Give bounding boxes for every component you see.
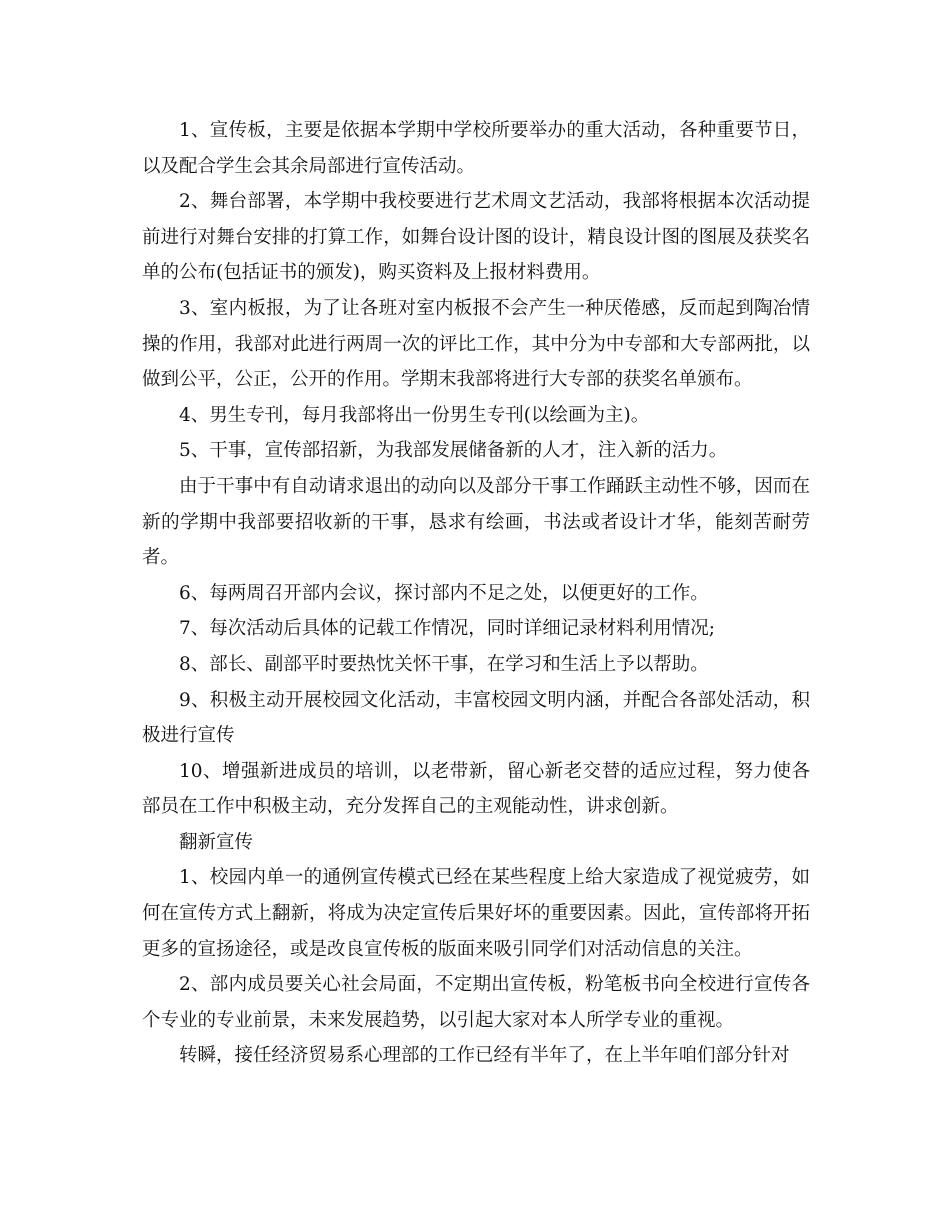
paragraph-1: 1、宣传板，主要是依据本学期中学校所要举办的重大活动，各种重要节日，以及配合学生会其余局部进行宣传活动。 <box>142 120 810 177</box>
paragraph-5: 5、干事，宣传部招新，为我部发展储备新的人才，注入新的活力。 <box>179 440 728 462</box>
paragraph-3: 3、室内板报，为了让各班对室内板报不会产生一种厌倦感，反而起到陶冶情操的作用，我部对此进行两周一次的评比工作，其中分为中专部和大专部两批，以做到公平，公正，公开的作用。学期末我部将进行大专部的获奖名单颁布。 <box>142 297 810 391</box>
paragraph-9: 8、部长、副部平时要热忱关怀干事，在学习和生活上予以帮助。 <box>179 653 709 675</box>
paragraph-7: 6、每两周召开部内会议，探讨部内不足之处，以便更好的工作。 <box>179 582 709 604</box>
paragraph-4: 4、男生专刊，每月我部将出一份男生专刊(以绘画为主)。 <box>179 404 650 426</box>
paragraph-12: 1、校园内单一的通例宣传模式已经在某些程度上给大家造成了视觉疲劳，如何在宣传方式上翻新，将成为决定宣传后果好坏的重要因素。因此，宣传部将开拓更多的宣扬途径，或是改良宣传板的版面来吸引同学们对活动信息的关注。 <box>142 867 810 960</box>
paragraph-10: 9、积极主动开展校园文化活动，丰富校园文明内涵，并配合各部处活动，积极进行宣传 <box>142 689 810 747</box>
paragraph-11: 10、增强新进成员的培训，以老带新，留心新老交替的适应过程，努力使各部员在工作中积极主动，充分发挥自己的主观能动性，讲求创新。 <box>142 760 810 818</box>
section-heading: 翻新宣传 <box>179 831 254 853</box>
paragraph-2: 2、舞台部署，本学期中我校要进行艺术周文艺活动，我部将根据本次活动提前进行对舞台安排的打算工作，如舞台设计图的设计，精良设计图的图展及获奖名单的公布(包括证书的颁发)，购买资料及上报材料费用。 <box>142 191 810 284</box>
document-body <box>142 113 810 1074</box>
paragraph-13: 2、部内成员要关心社会局面，不定期出宣传板，粉笔板书向全校进行宣传各个专业的专业前景，未来发展趋势，以引起大家对本人所学专业的重视。 <box>142 974 810 1031</box>
paragraph-6: 由于干事中有自动请求退出的动向以及部分干事工作踊跃主动性不够，因而在新的学期中我部要招收新的干事，恳求有绘画，书法或者设计才华，能刻苦耐劳者。 <box>142 475 810 569</box>
paragraph-14: 转瞬，接任经济贸易系心理部的工作已经有半年了，在上半年咱们部分针对 <box>179 1045 790 1067</box>
paragraph-8: 7、每次活动后具体的记载工作情况，同时详细记录材料利用情况; <box>179 618 716 640</box>
